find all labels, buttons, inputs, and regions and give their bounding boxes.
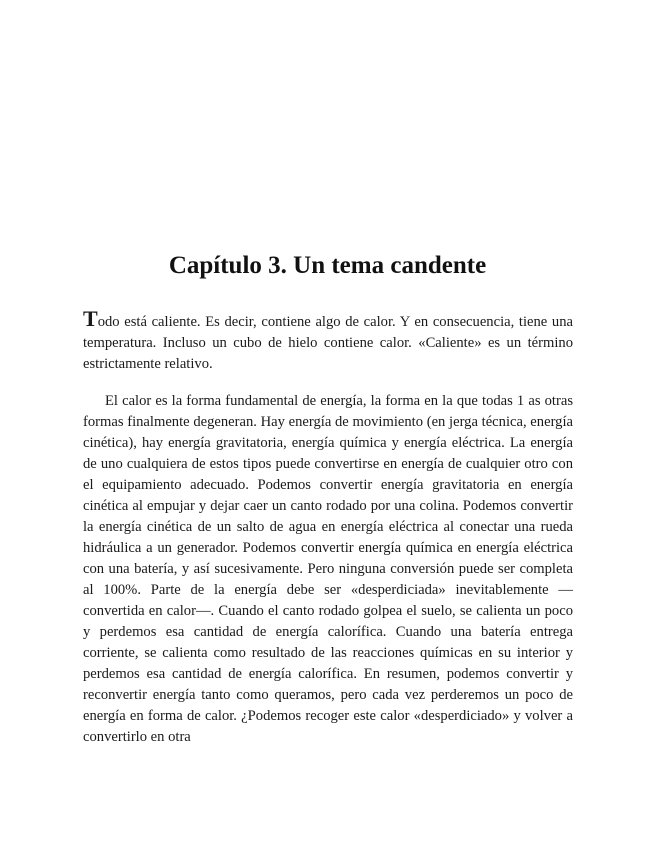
paragraph-energy: El calor es la forma fundamental de energía, la forma en la que todas 1 as otras formas finalmente degeneran. Hay energía de movimiento (en jerga técnica, energía cinética), hay energía gravitatoria, energía química y energía eléctrica. La energía de uno cualquiera de estos tipos puede convertirse en energía de cualquier otro con el equipamiento adecuado. Podemos convertir energía gravitatoria en energía cinética al empujar y dejar caer un canto rodado por una colina. Podemos convertir la energía cinética de un salto de agua en energía eléctrica al conectar una rueda hidráulica a un generador. Podemos convertir energía química en energía eléctrica con una batería, y así sucesivamente. Pero ninguna conversión puede ser completa al 100%. Parte de la energía debe ser «desperdiciada» inevitablemente —convertida en calor—. Cuando el canto rodado golpea el suelo, se calienta un poco y perdemos esa cantidad de energía calorífica. Cuando una batería entrega corriente, se calienta como resultado de las reacciones químicas en su interior y perdemos esa cantidad de energía calorífica. En resumen, podemos convertir y reconvertir energía tanto como queramos, pero cada vez perderemos un poco de energía en forma de calor. ¿Podemos recoger este calor «desperdiciado» y volver a convertirlo en otra — [83, 393, 573, 745]
chapter-title: Capítulo 3. Un tema candente — [168, 252, 487, 279]
paragraph-intro — [83, 306, 573, 375]
drop-cap-initial: T — [83, 306, 98, 331]
paragraph-intro-text: odo está caliente. Es decir, contiene algo de calor. Y en consecuencia, tiene una temperatura. Incluso un cubo de hielo contiene calor. «Caliente» es un término estrictamente relativo. — [83, 314, 573, 372]
